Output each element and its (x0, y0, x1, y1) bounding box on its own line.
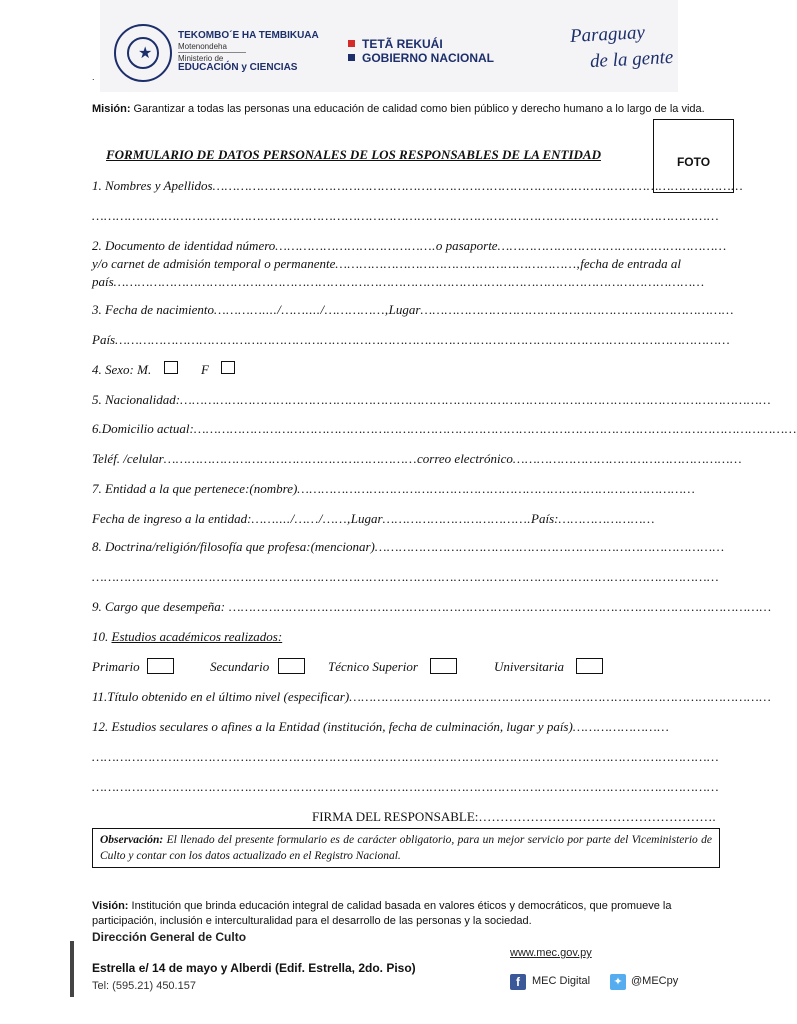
mec-logo-divider (178, 52, 246, 53)
field-estudios-heading (92, 629, 392, 645)
observacion-label: Observación: (100, 834, 164, 846)
firma-line[interactable]: FIRMA DEL RESPONSABLE:………………………………………………. (312, 809, 716, 824)
field-sexo-m-label: 4. Sexo: M. (92, 362, 152, 377)
vision-label: Visión: (92, 900, 129, 912)
field-estudios-number: 10. (92, 629, 109, 644)
mec-logo-line4: EDUCACIÓN y CIENCIAS (178, 62, 298, 73)
field-nombres[interactable]: 1. Nombres y Apellidos…………………………………………………………………………………………………………………… (92, 178, 744, 193)
field-ingreso-pais-label: País: (531, 511, 559, 526)
field-doctrina-continuation[interactable]: ………………………………………………………………………………………………………………………………………… (92, 569, 720, 584)
field-fecha-nacimiento[interactable]: 3. Fecha de nacimiento…………..../……..../……………,Lugar…………………………………………………………………… (92, 302, 734, 317)
field-documento[interactable]: 2. Documento de identidad número………………………………….o pasaporte………………………………………………… (92, 238, 727, 253)
field-pais-entrada-label: país (92, 274, 114, 289)
primario-checkbox[interactable] (147, 658, 174, 674)
field-titulo[interactable]: 11.Título obtenido en el último nivel (especificar)…………………………………………………………………………………………… (92, 689, 772, 704)
field-correo-label: correo electrónico (417, 451, 513, 466)
footer-phone: Tel: (595.21) 450.157 (92, 980, 196, 992)
field-domicilio[interactable]: 6.Domicilio actual:…………………………………………………………………………………………………………………………………… (92, 421, 797, 436)
gobierno-red-mark (348, 40, 355, 47)
sexo-f-checkbox[interactable] (221, 361, 235, 374)
vision-body: Institución que brinda educación integral de calidad basada en valores éticos y democráticos, que promueve la participación, inclusión e interculturalidad para el desarrollo de las personas y la sociedad. (92, 900, 672, 927)
field-doctrina[interactable]: 8. Doctrina/religión/filosofía que profesa:(mencionar)…………………………………………………………………………… (92, 539, 725, 554)
website-link[interactable]: www.mec.gov.py (510, 947, 592, 959)
mision-text (92, 102, 720, 116)
field-entidad-label: 7. Entidad a la que pertenece:(nombre) (92, 481, 298, 496)
field-entidad[interactable]: 7. Entidad a la que pertenece:(nombre)……………………………………………………………………………………… (92, 481, 696, 496)
twitter-link[interactable]: @MECpy (631, 975, 679, 987)
secundario-checkbox[interactable] (278, 658, 305, 674)
universitaria-checkbox[interactable] (576, 658, 603, 674)
field-fecha-nacimiento-label: 3. Fecha de nacimiento (92, 302, 215, 317)
field-nombres-label: 1. Nombres y Apellidos (92, 178, 213, 193)
observacion-body: El llenado del presente formulario es de carácter obligatorio, para un mejor servicio por parte del Viceministerio de Culto y contar con los datos actualizado en el Registro Nacional. (100, 834, 712, 862)
field-pais-entrada[interactable]: país………………………………………………………………………………………………………………………………… (92, 274, 705, 289)
field-pais-label: País (92, 332, 116, 347)
facebook-link[interactable]: MEC Digital (532, 975, 591, 987)
field-lugar-label: Lugar (388, 302, 421, 317)
field-ingreso-lugar-label: Lugar (350, 511, 383, 526)
vision-text (92, 899, 720, 929)
twitter-icon[interactable]: ✦ (610, 974, 626, 990)
field-domicilio-label: 6.Domicilio actual: (92, 421, 194, 436)
field-estudios-seculares-line3[interactable]: ………………………………………………………………………………………………………………………………………… (92, 779, 720, 794)
field-fecha-ingreso[interactable]: Fecha de ingreso a la entidad:……..../……/……,Lugar……………………………….País:…………………… (92, 511, 655, 526)
primario-label: Primario (92, 659, 140, 674)
field-sexo-f-label: F (201, 362, 209, 377)
mec-logo-line2: Motenondeha (178, 42, 227, 51)
field-doctrina-label: 8. Doctrina/religión/filosofía que profesa:(mencionar) (92, 539, 375, 554)
field-estudios-seculares[interactable]: 12. Estudios seculares o afines a la Entidad (institución, fecha de culminación, lugar y país)…………………… (92, 719, 670, 734)
field-fecha-ingreso-label: Fecha de ingreso a la entidad: (92, 511, 252, 526)
tecnico-label: Técnico Superior (328, 659, 418, 674)
field-estudios-seculares-line2[interactable]: ………………………………………………………………………………………………………………………………………… (92, 749, 720, 764)
direccion-title: Dirección General de Culto (92, 930, 247, 944)
form-title: FORMULARIO DE DATOS PERSONALES DE LOS RESPONSABLES DE LA ENTIDAD (106, 147, 601, 162)
tecnico-checkbox[interactable] (430, 658, 457, 674)
field-nombres-continuation[interactable]: ………………………………………………………………………………………………………………………………………… (92, 208, 720, 223)
field-nacionalidad-label: 5. Nacionalidad: (92, 392, 181, 407)
slogan-line2: de la gente (589, 46, 674, 73)
facebook-icon[interactable]: f (510, 974, 526, 990)
footer-left-bar (70, 941, 74, 997)
sexo-m-checkbox[interactable] (164, 361, 178, 374)
universitaria-label: Universitaria (494, 659, 565, 674)
firma-label: FIRMA DEL RESPONSABLE: (312, 809, 479, 824)
observacion-box (92, 828, 720, 868)
photo-label: FOTO (676, 155, 711, 169)
field-cargo-label: 9. Cargo que desempeña: (92, 599, 226, 614)
gobierno-logo-line1: TETÃ REKUÁI (362, 37, 443, 51)
field-pais[interactable]: País……………………………………………………………………………………………………………………………………… (92, 332, 731, 347)
field-telefono-label: Teléf. /celular (92, 451, 164, 466)
field-pasaporte-label: o pasaporte (435, 238, 498, 253)
field-documento-label: 2. Documento de identidad número (92, 238, 276, 253)
gobierno-blue-mark (348, 54, 355, 61)
field-fecha-entrada-label: fecha de entrada al (580, 256, 682, 271)
seal-star-icon: ★ (138, 45, 153, 62)
slogan-line1: Paraguay (569, 22, 646, 47)
mec-logo-line1: TEKOMBO´E HA TEMBIKUAA (178, 30, 319, 41)
mision-label: Misión: (92, 103, 131, 115)
field-cargo[interactable]: 9. Cargo que desempeña: ……………………………………………………………………………………………………………………… (92, 599, 772, 614)
field-telefono[interactable]: Teléf. /celular………………………………………………………correo electrónico………………………………………………… (92, 451, 743, 466)
gobierno-logo-line2: GOBIERNO NACIONAL (362, 51, 494, 65)
mec-logo-line3: Ministerio de (178, 54, 224, 63)
field-estudios-seculares-label: 12. Estudios seculares o afines a la Entidad (institución, fecha de culminación, lugar y país) (92, 719, 573, 734)
field-carnet[interactable]: y/o carnet de admisión temporal o permanente……………………………………………………,fecha de entrada al (92, 256, 682, 271)
stray-dot: . (92, 72, 95, 82)
footer-address: Estrella e/ 14 de mayo y Alberdi (Edif. Estrella, 2do. Piso) (92, 961, 416, 975)
mision-body: Garantizar a todas las personas una educación de calidad como bien público y derecho humano a lo largo de la vida. (130, 103, 705, 115)
field-estudios-label: Estudios académicos realizados: (111, 629, 283, 644)
field-nacionalidad[interactable]: 5. Nacionalidad:………………………………………………………………………………………………………………………………… (92, 392, 772, 407)
secundario-label: Secundario (210, 659, 270, 674)
field-carnet-label: y/o carnet de admisión temporal o permanente (92, 256, 336, 271)
field-titulo-label: 11.Título obtenido en el último nivel (especificar) (92, 689, 350, 704)
